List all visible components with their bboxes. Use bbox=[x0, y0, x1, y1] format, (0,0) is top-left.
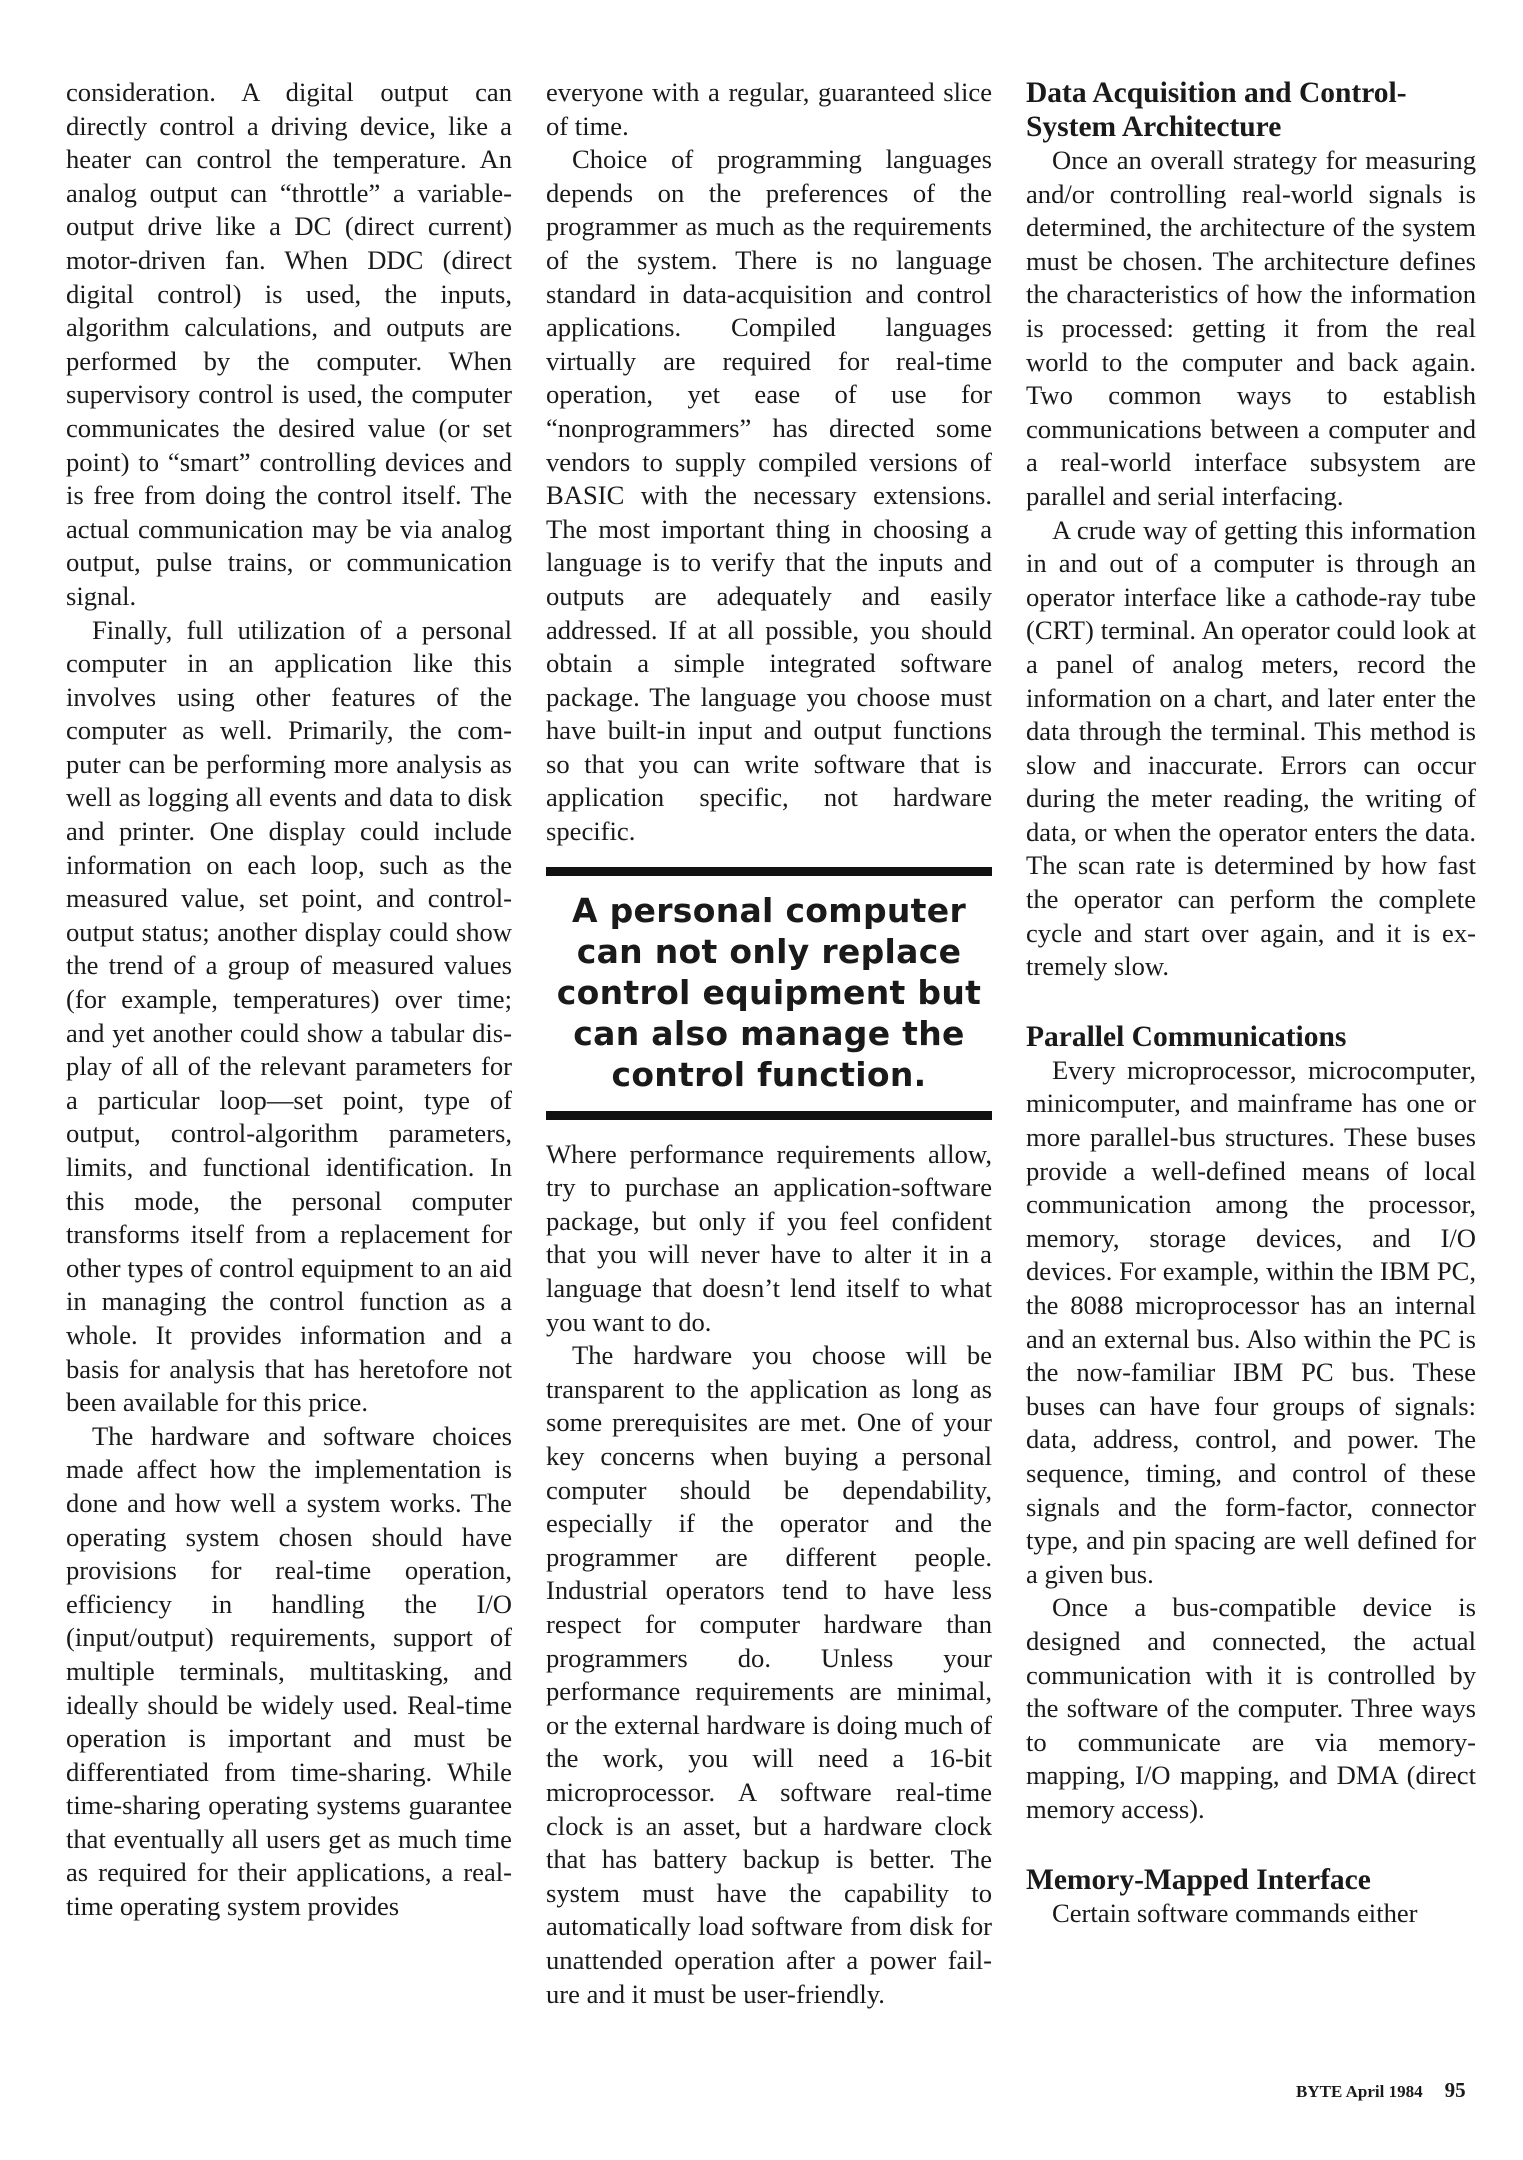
paragraph: Where performance requirements allow, try to purchase an application-software package, but only if you feel confident that you will never have to alter it in a language that doesn’t lend itself to what you want to do. bbox=[546, 1138, 992, 1337]
section-heading: Parallel Communications bbox=[1026, 1020, 1347, 1053]
paragraph: Finally, full utilization of a personal computer in an application like this involves using other features of the computer as well. Primarily, the computer can be performing more analysis as well as logging all events and data to disk and printer. One display could include information on each loop, such as the measured value, set point, and control-output status; another display could show the trend of a group of measured values (for example, temperatures) over time; and yet another could show a tabular display of all of the relevant parameters for a particular loop—set point, type of output, control-algorithm parameters, limits, and functional identification. In this mode, the personal computer transforms itself from a replacement for other types of control equipment to an aid in managing the control function as a whole. It provides information and a basis for analysis that has heretofore not been available for this price. bbox=[66, 614, 512, 1418]
section-heading: Memory-Mapped Interface bbox=[1026, 1863, 1371, 1896]
paragraph: Once a bus-compatible device is designed and connected, the actual communication with it is controlled by the software of the computer. Three ways to communicate are via memory-mapping, I/O mapping, and DMA (direct memory access). bbox=[1026, 1592, 1476, 1824]
publication-name: BYTE April 1984 bbox=[1296, 2082, 1423, 2101]
column-1 bbox=[66, 76, 512, 1924]
paragraph: Once an overall strategy for measuring and/or controlling real-world signals is determined, the architecture of the system must be chosen. The architecture defines the characteristics of how the information is processed: getting it from the real world to the computer and back again. Two common ways to establish communications between a computer and a real-world interface subsystem are parallel and serial interfacing. bbox=[1026, 145, 1476, 511]
paragraph: The hardware you choose will be transparent to the application as long as some prerequisites are met. One of your key concerns when buying a personal computer should be dependability, especially if the operator and the programmer are different people. Industrial operators tend to have less respect for computer hardware than programmers do. Unless your performance requirements are minimal, or the external hardware is doing much of the work, you will need a 16-bit microprocessor. A software real-time clock is an asset, but a hardware clock that has battery backup is better. The system must have the capability to automatically load software from disk for unattended operation after a power failure and it must be user-friendly. bbox=[546, 1340, 992, 2009]
paragraph: The hardware and software choices made affect how the implementation is done and how well a system works. The operating system chosen should have provisions for real-time operation, efficiency in handling the I/O (input/output) requirements, support of multiple terminals, multitasking, and ideally should be widely used. Real-time operation is important and must be differentiated from time-sharing. While time-sharing operating systems guarantee that eventually all users get as much time as required for their applications, a real-time operating system provides bbox=[66, 1420, 512, 1922]
column-3 bbox=[1026, 76, 1476, 1930]
column-2 bbox=[546, 76, 992, 2011]
paragraph: Choice of programming languages depends on the preferences of the programmer as much as the requirements of the system. There is no language standard in data-acquisition and control applications. Compiled languages virtually are required for real-time operation, yet ease of use for “nonprogrammers” has directed some vendors to supply compiled versions of BASIC with the necessary extensions. The most important thing in choosing a language is to verify that the inputs and outputs are adequately and easily addressed. If at all possible, you should obtain a simple integrated software package. The language you choose must have built-in input and output functions so that you can write software that is application specific, not hardware specific. bbox=[546, 144, 992, 847]
section-heading: Data Acquisition and Control-System Architecture bbox=[1026, 77, 1407, 143]
paragraph: consideration. A digital output can directly control a driving device, like a heater can control the temperature. An analog output can “throttle” a variable-output drive like a DC (direct current) motor-driven fan. When DDC (direct digital control) is used, the inputs, algorithm calculations, and outputs are performed by the computer. When supervisory control is used, the computer communicates the desired value (or set point) to “smart” controlling devices and is free from doing the control itself. The actual communication may be via analog output, pulse trains, or communication signal. bbox=[66, 77, 512, 611]
paragraph: Every microprocessor, microcomputer, minicomputer, and mainframe has one or more parallel-bus structures. These buses provide a well-defined means of local communication among the processor, memory, storage devices, and I/O devices. For example, within the IBM PC, the 8088 microprocessor has an internal and an external bus. Also within the PC is the now-familiar IBM PC bus. These buses can have four groups of signals: data, address, control, and power. The sequence, timing, and control of these signals and the form-factor, connector type, and pin spacing are well defined for a given bus. bbox=[1026, 1054, 1476, 1589]
paragraph: Certain software commands either bbox=[1052, 1897, 1418, 1928]
page-footer bbox=[1296, 2078, 1466, 2103]
page-number: 95 bbox=[1444, 2078, 1466, 2102]
paragraph: A crude way of getting this information in and out of a computer is through an operator interface like a cathode-ray tube (CRT) terminal. An operator could look at a panel of analog meters, record the information on a chart, and later enter the data through the terminal. This method is slow and inaccurate. Errors can occur during the meter reading, the writing of data, or when the operator enters the data. The scan rate is determined by how fast the operator can perform the complete cycle and start over again, and it is extremely slow. bbox=[1026, 514, 1476, 982]
paragraph: everyone with a regular, guaranteed slice of time. bbox=[546, 77, 992, 141]
pull-quote: A personal computer can not only replace control equipment but can also manage the control function. bbox=[546, 867, 992, 1120]
